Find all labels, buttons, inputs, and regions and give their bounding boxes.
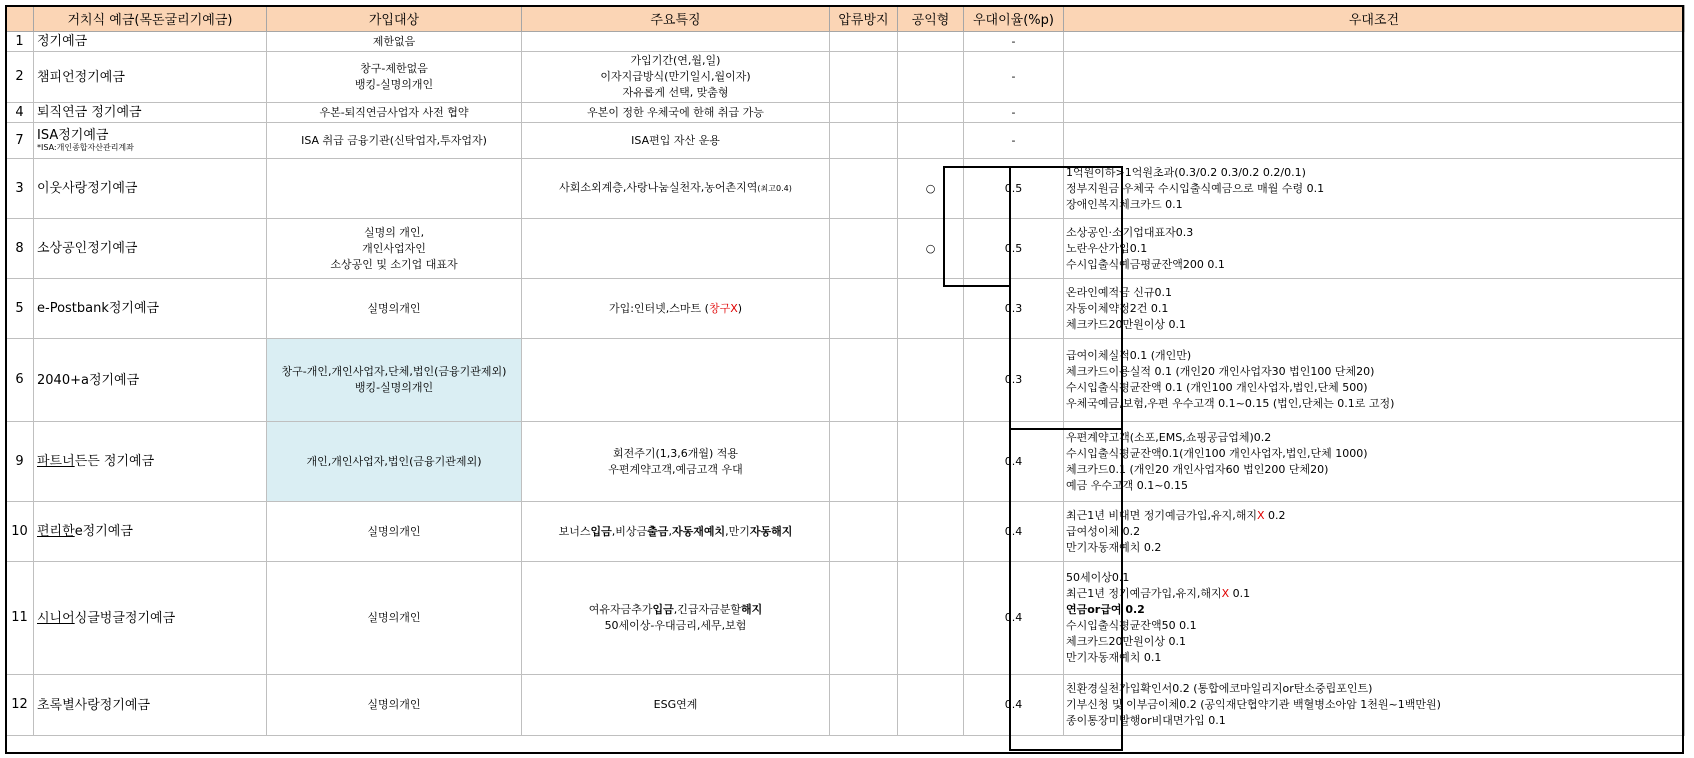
feature-line: 가입기간(연,월,일) xyxy=(630,54,721,67)
seizure-cell[interactable] xyxy=(830,562,898,675)
target-line: 실명의 개인, xyxy=(363,225,425,239)
target-cell[interactable] xyxy=(267,219,522,279)
table-row xyxy=(6,159,1685,219)
feature-text: 여유자금추가 xyxy=(588,603,653,616)
public-cell[interactable] xyxy=(898,422,964,502)
target-cell[interactable]: 제한없음 xyxy=(267,32,522,52)
feature-warning: 창구X xyxy=(708,301,738,315)
feature-text: , xyxy=(668,524,672,538)
product-name-underlined: 파트너 xyxy=(37,454,75,469)
seizure-cell[interactable] xyxy=(830,159,898,219)
target-line: 개인사업자인 xyxy=(362,241,426,255)
feature-line: 50세이상-우대금리,세무,보험 xyxy=(604,619,747,632)
condition-mark: X xyxy=(1257,508,1265,522)
condition-line: 체크카드20만원이상 0.1 xyxy=(1066,317,1186,331)
target-line: 창구-제한없음 xyxy=(360,62,428,75)
public-cell[interactable]: ○ xyxy=(898,219,964,279)
seizure-cell[interactable] xyxy=(830,32,898,52)
row-no[interactable]: 10 xyxy=(6,502,34,562)
condition-line: 만기자동재예치 0.2 xyxy=(1066,540,1162,554)
conditions-cell[interactable] xyxy=(1064,339,1685,422)
condition-line xyxy=(1066,508,1684,524)
public-cell[interactable]: ○ xyxy=(898,159,964,219)
condition-line: 기부신청 및 이부금이체0.2 (공익재단협약기관 백혈병소아암 1천원~1백만원) xyxy=(1066,698,1441,711)
feature-bold: 출금 xyxy=(647,524,669,538)
seizure-cell[interactable] xyxy=(830,219,898,279)
table-row xyxy=(6,32,1685,52)
feature-text: 가입:인터넷,스마트 ( xyxy=(608,301,709,315)
condition-line: 수시입출식평균잔액0.1(개인100 개인사업자,법인,단체 1000) xyxy=(1066,446,1368,460)
condition-line: 종이통장미발행or비대면가입 0.1 xyxy=(1066,714,1226,727)
product-name[interactable]: 초록별사랑정기예금 xyxy=(34,675,267,736)
condition-line: 우편계약고객(소포,EMS,쇼핑공급업체)0.2 xyxy=(1066,430,1272,444)
condition-line: 1억원이하>1억원초과(0.3/0.2 0.3/0.2 0.2/0.1) xyxy=(1066,165,1306,179)
table-row xyxy=(6,339,1685,422)
header-seizure[interactable]: 압류방지 xyxy=(830,6,898,32)
public-cell[interactable] xyxy=(898,32,964,52)
condition-line: 수시입출식예금평균잔액200 0.1 xyxy=(1066,257,1225,271)
product-name-text: ISA정기예금 xyxy=(37,128,109,143)
row-no[interactable]: 6 xyxy=(6,339,34,422)
conditions-cell[interactable] xyxy=(1064,219,1685,279)
condition-text: 0.1 xyxy=(1229,587,1251,600)
condition-mark: X xyxy=(1221,587,1230,600)
product-name[interactable]: 2040+a정기예금 xyxy=(34,339,267,422)
features-cell[interactable] xyxy=(522,422,830,502)
conditions-cell[interactable] xyxy=(1064,502,1685,562)
condition-text: 최근1년 정기예금가입,유지,해지 xyxy=(1066,587,1222,600)
row-no[interactable]: 9 xyxy=(6,422,34,502)
features-cell[interactable] xyxy=(522,52,830,103)
product-name[interactable] xyxy=(34,422,267,502)
features-cell[interactable] xyxy=(522,279,830,339)
table-row xyxy=(6,502,1685,562)
condition-line: 체크카드이용실적 0.1 (개인20 개인사업자30 법인100 단체20) xyxy=(1066,365,1375,378)
product-name[interactable]: 이웃사랑정기예금 xyxy=(34,159,267,219)
target-cell[interactable]: 실명의개인 xyxy=(267,279,522,339)
conditions-cell[interactable] xyxy=(1064,32,1685,52)
feature-text: ,비상금 xyxy=(611,524,648,538)
table-row xyxy=(6,279,1685,339)
condition-line: 만기자동재예치 0.1 xyxy=(1066,651,1162,664)
feature-line: 우편계약고객,예금고객 우대 xyxy=(608,462,743,476)
product-name[interactable] xyxy=(34,502,267,562)
target-line: 뱅킹-실명의개인 xyxy=(354,381,434,394)
product-name[interactable]: 소상공인정기예금 xyxy=(34,219,267,279)
target-cell[interactable]: 실명의개인 xyxy=(267,502,522,562)
table-row xyxy=(6,219,1685,279)
target-cell[interactable] xyxy=(267,52,522,103)
rate-cell[interactable]: - xyxy=(964,52,1064,103)
row-no[interactable]: 2 xyxy=(6,52,34,103)
feature-text-end: ) xyxy=(737,301,743,315)
feature-bold: 해지 xyxy=(741,603,763,616)
features-cell[interactable] xyxy=(522,502,830,562)
target-cell[interactable]: 실명의개인 xyxy=(267,675,522,736)
table-row xyxy=(6,562,1685,675)
target-cell[interactable] xyxy=(267,339,522,422)
seizure-cell[interactable] xyxy=(830,422,898,502)
condition-line: 장애인복지체크카드 0.1 xyxy=(1066,197,1183,211)
conditions-cell[interactable] xyxy=(1064,562,1685,675)
feature-line: 이자지급방식(만기일시,월이자) xyxy=(600,70,751,83)
products-table xyxy=(5,5,1685,736)
row-no[interactable]: 12 xyxy=(6,675,34,736)
header-target[interactable]: 가입대상 xyxy=(267,6,522,32)
table-row xyxy=(6,103,1685,123)
header-no[interactable] xyxy=(6,6,34,32)
product-name-rest: 든든 정기예금 xyxy=(74,454,155,469)
target-line: 소상공인 및 소기업 대표자 xyxy=(330,257,458,271)
public-cell[interactable] xyxy=(898,279,964,339)
product-name[interactable]: e-Postbank정기예금 xyxy=(34,279,267,339)
condition-line: 수시입출식평균잔액50 0.1 xyxy=(1066,619,1197,632)
feature-text: 보너스 xyxy=(558,524,591,538)
public-cell[interactable] xyxy=(898,103,964,123)
row-no[interactable]: 3 xyxy=(6,159,34,219)
target-cell[interactable]: ISA 취급 금융기관(신탁업자,투자업자) xyxy=(267,123,522,159)
table-row xyxy=(6,52,1685,103)
condition-line-bold: 연금or급여 0.2 xyxy=(1066,603,1145,616)
conditions-cell[interactable] xyxy=(1064,422,1685,502)
feature-bold: 자동해지 xyxy=(749,524,793,538)
row-no[interactable]: 4 xyxy=(6,103,34,123)
conditions-cell[interactable] xyxy=(1064,159,1685,219)
public-cell[interactable] xyxy=(898,562,964,675)
seizure-cell[interactable] xyxy=(830,123,898,159)
features-cell[interactable] xyxy=(522,159,830,219)
features-cell[interactable]: ESG연계 xyxy=(522,675,830,736)
product-name-rest: 싱글벙글정기예금 xyxy=(74,610,176,626)
public-cell[interactable] xyxy=(898,675,964,736)
condition-line: 노란우산가입0.1 xyxy=(1066,241,1148,255)
condition-line: 자동이체약정2건 0.1 xyxy=(1066,301,1169,315)
seizure-cell[interactable] xyxy=(830,675,898,736)
condition-line: 우체국예금,보험,우편 우수고객 0.1~0.15 (법인,단체는 0.1로 고정) xyxy=(1066,397,1395,410)
features-cell[interactable] xyxy=(522,562,830,675)
product-name-note: *ISA:개인종합자산관리계좌 xyxy=(37,143,134,152)
seizure-cell[interactable] xyxy=(830,279,898,339)
conditions-cell[interactable] xyxy=(1064,123,1685,159)
feature-text: ,긴급자금분할 xyxy=(673,603,742,616)
seizure-cell[interactable] xyxy=(830,502,898,562)
header-product-name[interactable]: 거치식 예금(목돈굴리기예금) xyxy=(34,6,267,32)
seizure-cell[interactable] xyxy=(830,52,898,103)
row-no[interactable]: 8 xyxy=(6,219,34,279)
header-rate[interactable]: 우대이율(%p) xyxy=(964,6,1064,32)
row-no[interactable]: 7 xyxy=(6,123,34,159)
rate-cell[interactable]: - xyxy=(964,32,1064,52)
product-name-rest: e정기예금 xyxy=(74,524,133,539)
condition-text: 0.2 xyxy=(1264,508,1286,522)
target-cell[interactable]: 우본-퇴직연금사업자 사전 협약 xyxy=(267,103,522,123)
feature-line: 자유롭게 선택, 맞춤형 xyxy=(622,86,729,99)
rate-cell[interactable]: 0.3 xyxy=(964,339,1064,422)
condition-line: 정부지원금 우체국 수시입출식예금으로 매월 수령 0.1 xyxy=(1066,181,1325,195)
public-cell[interactable] xyxy=(898,339,964,422)
header-features[interactable]: 주요특징 xyxy=(522,6,830,32)
target-line: 뱅킹-실명의개인 xyxy=(354,78,434,91)
condition-line: 체크카드0.1 (개인20 개인사업자60 법인200 단체20) xyxy=(1066,462,1329,476)
condition-line: 친환경실천가입확인서0.2 (통합에코마일리지or탄소중립포인트) xyxy=(1066,682,1373,695)
condition-line: 급여이체실적0.1 (개인만) xyxy=(1066,349,1192,362)
header-public[interactable]: 공익형 xyxy=(898,6,964,32)
condition-line: 온라인예적금 신규0.1 xyxy=(1066,285,1172,299)
condition-line: 체크카드20만원이상 0.1 xyxy=(1066,635,1186,648)
public-cell[interactable] xyxy=(898,502,964,562)
rate-cell[interactable]: - xyxy=(964,123,1064,159)
header-conditions[interactable]: 우대조건 xyxy=(1064,6,1685,32)
header-row xyxy=(6,6,1685,32)
product-name[interactable] xyxy=(34,123,267,159)
rate-cell[interactable]: - xyxy=(964,103,1064,123)
rate-cell[interactable]: 0.4 xyxy=(964,502,1064,562)
product-name-underlined: 편리한 xyxy=(37,524,75,539)
condition-line: 예금 우수고객 0.1~0.15 xyxy=(1066,478,1188,492)
features-cell[interactable]: 우본이 정한 우체국에 한해 취급 가능 xyxy=(522,103,830,123)
seizure-cell[interactable] xyxy=(830,103,898,123)
conditions-cell[interactable] xyxy=(1064,279,1685,339)
condition-line xyxy=(1066,586,1684,602)
feature-text: 사회소외계층,사랑나눔실천자,농어촌지역 xyxy=(559,181,758,194)
condition-text: 최근1년 비대면 정기예금가입,유지,해지 xyxy=(1066,508,1257,522)
product-name[interactable] xyxy=(34,562,267,675)
rate-cell[interactable]: 0.5 xyxy=(964,219,1064,279)
feature-bold: 입금 xyxy=(652,603,674,616)
conditions-cell[interactable] xyxy=(1064,52,1685,103)
public-cell[interactable] xyxy=(898,123,964,159)
row-no[interactable]: 11 xyxy=(6,562,34,675)
seizure-cell[interactable] xyxy=(830,339,898,422)
feature-line: 회전주기(1,3,6개월) 적용 xyxy=(612,446,739,460)
rate-cell[interactable]: 0.4 xyxy=(964,562,1064,675)
row-no[interactable]: 5 xyxy=(6,279,34,339)
conditions-cell[interactable] xyxy=(1064,103,1685,123)
feature-text: ,만기 xyxy=(725,524,750,538)
target-cell[interactable]: 개인,개인사업자,법인(금융기관제외) xyxy=(267,422,522,502)
table-row xyxy=(6,675,1685,736)
table-row xyxy=(6,123,1685,159)
condition-line: 급여성이체 0.2 xyxy=(1066,524,1141,538)
rate-cell[interactable]: 0.3 xyxy=(964,279,1064,339)
feature-note: (최고0.4) xyxy=(757,184,792,193)
target-cell[interactable] xyxy=(267,159,522,219)
conditions-cell[interactable] xyxy=(1064,675,1685,736)
features-cell[interactable] xyxy=(522,32,830,52)
feature-bold: 입금 xyxy=(590,524,612,538)
product-name[interactable]: 정기예금 xyxy=(34,32,267,52)
rate-cell[interactable]: 0.4 xyxy=(964,675,1064,736)
condition-line: 수시입출식평균잔액 0.1 (개인100 개인사업자,법인,단체 500) xyxy=(1066,381,1368,394)
features-cell[interactable] xyxy=(522,339,830,422)
product-name[interactable]: 챔피언정기예금 xyxy=(34,52,267,103)
features-cell[interactable] xyxy=(522,219,830,279)
row-no[interactable]: 1 xyxy=(6,32,34,52)
product-name-underlined: 시니어 xyxy=(37,610,75,626)
feature-line xyxy=(522,602,829,618)
target-line: 창구-개인,개인사업자,단체,법인(금융기관제외) xyxy=(281,365,507,378)
rate-cell[interactable]: 0.5 xyxy=(964,159,1064,219)
features-cell[interactable]: ISA편입 자산 운용 xyxy=(522,123,830,159)
table-row xyxy=(6,422,1685,502)
rate-cell[interactable]: 0.4 xyxy=(964,422,1064,502)
condition-line: 50세이상0.1 xyxy=(1066,571,1130,584)
condition-line: 소상공인·소기업대표자0.3 xyxy=(1066,225,1194,239)
target-cell[interactable]: 실명의개인 xyxy=(267,562,522,675)
feature-bold: 자동재예치 xyxy=(671,524,726,538)
public-cell[interactable] xyxy=(898,52,964,103)
product-name[interactable]: 퇴직연금 정기예금 xyxy=(34,103,267,123)
